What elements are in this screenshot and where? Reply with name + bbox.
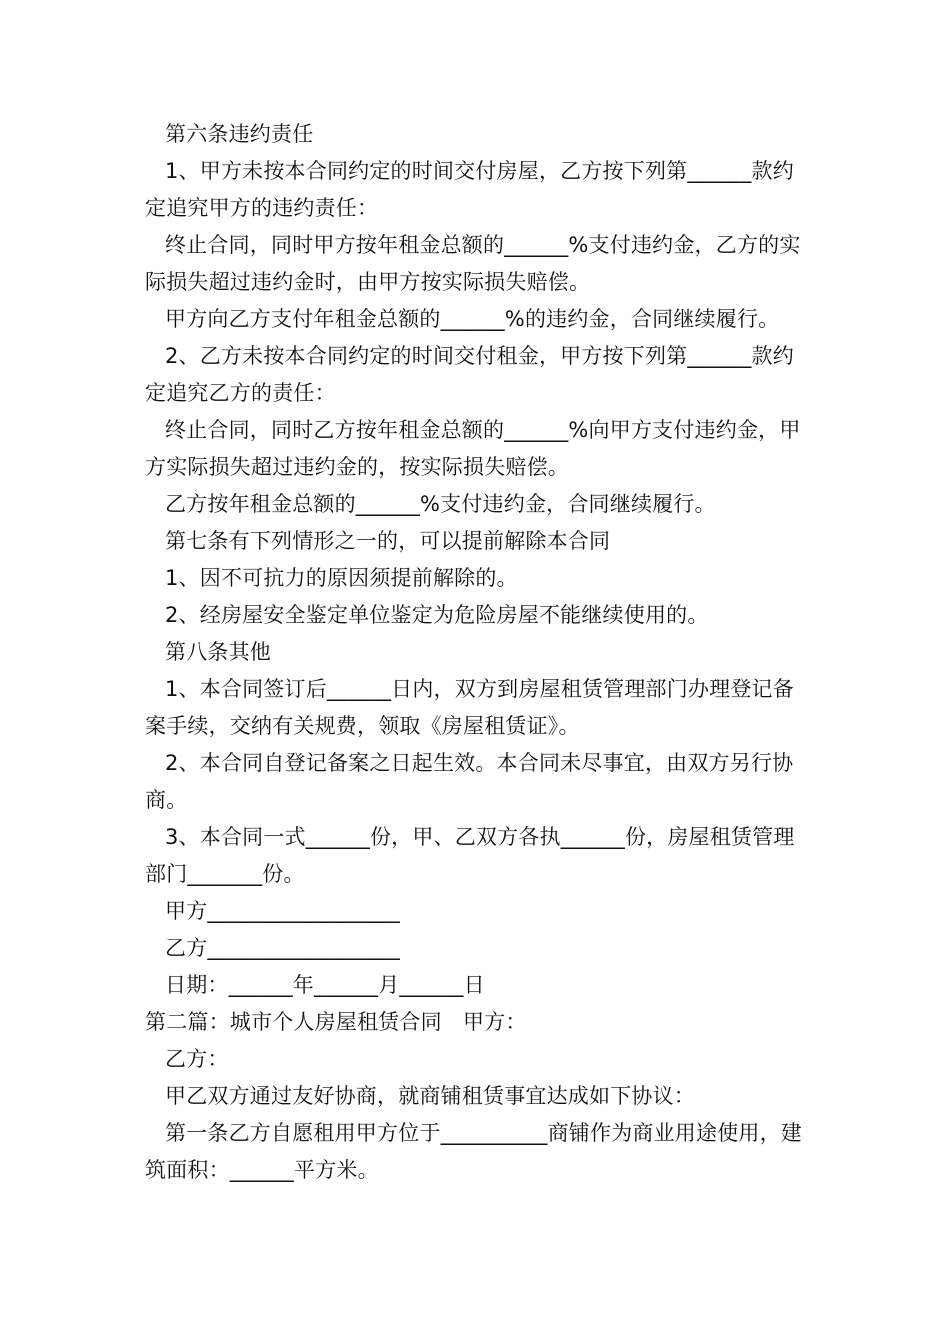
article-8-clause-2: 2、本合同自登记备案之日起生效。本合同未尽事宜，由双方另行协商。 (145, 751, 794, 812)
article-6-heading: 第六条违约责任 (165, 122, 314, 146)
article-6-clause-1-option-a: 终止合同，同时甲方按年租金总额的______%支付违约金，乙方的实际损失超过违约金时，由甲方按实际损失赔偿。 (145, 233, 801, 294)
article-6-clause-1: 1、甲方未按本合同约定的时间交付房屋，乙方按下列第______款约定追究甲方的违约责任： (145, 159, 794, 220)
article-7-clause-1: 1、因不可抗力的原因须提前解除的。 (165, 566, 518, 590)
article-7-clause-2: 2、经房屋安全鉴定单位鉴定为危险房屋不能继续使用的。 (165, 603, 709, 627)
article-6-clause-1-option-b: 甲方向乙方支付年租金总额的______%的违约金，合同继续履行。 (165, 307, 780, 331)
article-8-clause-1: 1、本合同签订后______日内，双方到房屋租赁管理部门办理登记备案手续，交纳有关规费，领取《房屋租赁证》。 (145, 677, 794, 738)
article-6-clause-2-option-a: 终止合同，同时乙方按年租金总额的______%向甲方支付违约金，甲方实际损失超过违约金的，按实际损失赔偿。 (145, 418, 801, 479)
article-6-clause-2-option-b: 乙方按年租金总额的______%支付违约金，合同继续履行。 (165, 492, 716, 516)
party-b-signature-line: 乙方__________________ (165, 936, 400, 960)
second-contract-article-1: 第一条乙方自愿租用甲方位于__________商铺作为商业用途使用，建筑面积：______平方米。 (145, 1121, 802, 1182)
document-body (145, 116, 815, 1189)
article-6-clause-2: 2、乙方未按本合同约定的时间交付租金，甲方按下列第______款约定追究乙方的责任： (145, 344, 794, 405)
second-contract-title: 第二篇：城市个人房屋租赁合同 甲方： (145, 1010, 527, 1034)
article-8-clause-3: 3、本合同一式______份，甲、乙双方各执______份，房屋租赁管理部门_______份。 (145, 825, 795, 886)
party-a-signature-line: 甲方__________________ (165, 899, 400, 923)
article-8-heading: 第八条其他 (165, 640, 271, 664)
second-contract-preamble: 甲乙双方通过友好协商，就商铺租赁事宜达成如下协议： (165, 1084, 695, 1108)
second-contract-party-b: 乙方： (165, 1047, 229, 1071)
date-line: 日期：______年______月______日 (165, 973, 485, 997)
article-7-heading: 第七条有下列情形之一的，可以提前解除本合同 (165, 529, 611, 553)
